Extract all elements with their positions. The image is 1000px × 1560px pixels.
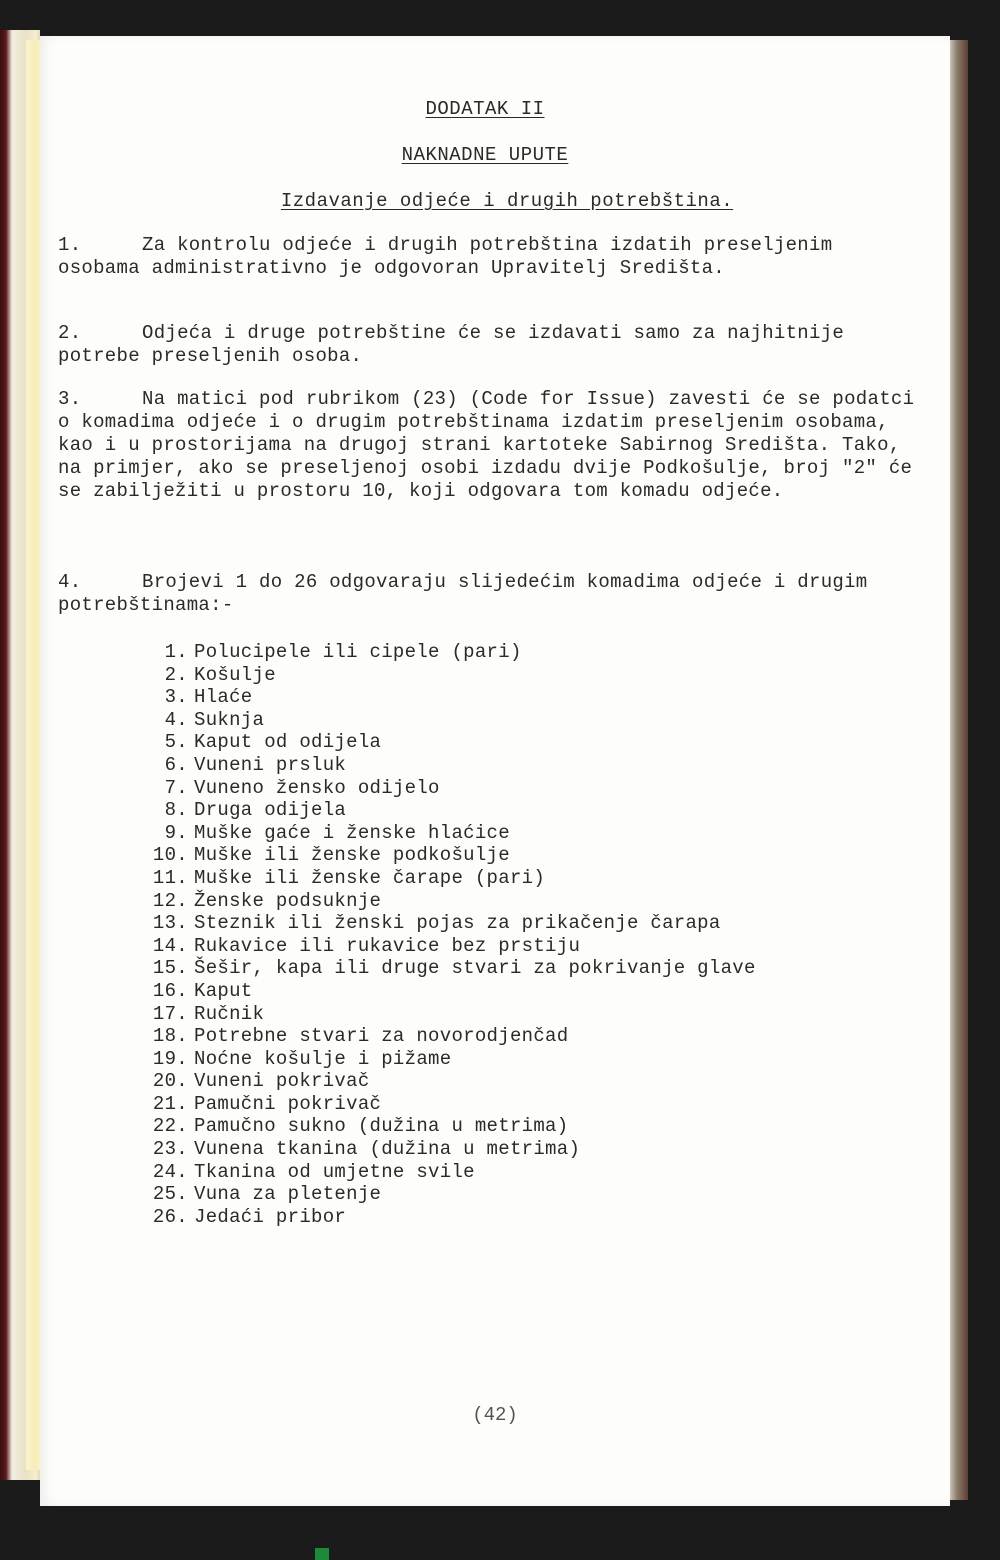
list-item-number: 7. (164, 776, 188, 799)
list-item-number: 13. (152, 912, 188, 935)
list-item-number: 3. (164, 686, 188, 709)
list-item (128, 686, 756, 709)
list-item-label: Vuneni pokrivač (194, 1070, 370, 1093)
list-item-label: Druga odijela (194, 799, 347, 822)
list-item (128, 957, 756, 980)
list-item-label: Jedaći pribor (194, 1205, 347, 1228)
list-item-label: Tkanina od umjetne svile (194, 1160, 475, 1183)
list-item-label: Muške ili ženske čarape (pari) (194, 866, 546, 889)
list-item-label: Ženske podsuknje (194, 889, 382, 912)
list-item-number: 4. (164, 708, 188, 731)
list-item-number: 14. (152, 934, 188, 957)
paragraph-text: Odjeća i druge potrebštine će se izdavati samo za najhitnije potrebe preseljenih osoba. (58, 322, 856, 367)
items-list (128, 641, 756, 1228)
list-item-number: 26. (152, 1205, 188, 1228)
list-item-label: Šešir, kapa ili druge stvari za pokrivanje glave (194, 957, 756, 980)
list-item (128, 709, 756, 732)
paragraph-number: 4. (58, 571, 82, 593)
paragraph-text: Za kontrolu odjeće i drugih potrebština izdatih preseljenim osobama administrativno je odgovoran Upravitelj Središta. (58, 234, 845, 279)
list-item-label: Vuneno žensko odijelo (194, 776, 440, 799)
list-item-label: Ručnik (194, 1002, 265, 1025)
book-cover-edge (950, 40, 968, 1500)
list-item-label: Potrebne stvari za novorodjenčad (194, 1025, 569, 1048)
list-item-label: Polucipele ili cipele (pari) (194, 641, 522, 663)
list-item (128, 912, 756, 935)
list-item-number: 19. (152, 1047, 188, 1070)
paragraph-number: 3. (58, 388, 82, 410)
list-item-label: Vuna za pletenje (194, 1183, 382, 1206)
list-item-label: Suknja (194, 708, 265, 731)
list-item (128, 980, 756, 1003)
list-item-number: 18. (152, 1025, 188, 1048)
paragraph-text: Na matici pod rubrikom (23) (Code for Issue) zavesti će se podatci o komadima odjeće i o drugim potrebštinama izdatim preseljenim osobama, kao i u prostorijama na drugoj strani kartoteke Sabirnog Središta. Tako, na primjer, ako se preseljenoj osobi izdadu dvije Podkošulje, broj "2" će se zabilježiti u prostoru 10, koji odgovara tom komadu odjeće. (58, 388, 927, 502)
list-item-number: 1. (164, 641, 188, 663)
list-item-label: Muške ili ženske podkošulje (194, 844, 510, 867)
paragraph-number: 2. (58, 322, 82, 344)
list-item-label: Kaput od odijela (194, 731, 382, 754)
list-item-number: 20. (152, 1070, 188, 1093)
list-item-number: 15. (152, 957, 188, 980)
list-item-label: Vuneni prsluk (194, 753, 347, 776)
list-item (128, 1048, 756, 1071)
paragraph-4 (58, 571, 918, 617)
list-item-label: Vunena tkanina (dužina u metrima) (194, 1138, 581, 1161)
list-item-number: 8. (164, 799, 188, 822)
list-item (128, 1161, 756, 1184)
list-item (128, 890, 756, 913)
list-item (128, 754, 756, 777)
paragraph-number: 1. (58, 234, 82, 256)
list-item-label: Kaput (194, 979, 253, 1002)
list-item-number: 2. (164, 663, 188, 686)
paragraph-2 (58, 322, 918, 368)
section-heading: Izdavanje odjeće i drugih potrebština. (280, 190, 734, 212)
list-item (128, 935, 756, 958)
list-item-number: 6. (164, 753, 188, 776)
list-item (128, 799, 756, 822)
list-item-number: 12. (152, 889, 188, 912)
list-item (128, 1070, 756, 1093)
list-item (128, 664, 756, 687)
list-item-number: 11. (152, 866, 188, 889)
list-item-label: Hlaće (194, 686, 253, 709)
list-item (128, 1003, 756, 1026)
list-item-label: Pamučni pokrivač (194, 1092, 382, 1115)
list-item-label: Košulje (194, 663, 276, 686)
list-item-number: 17. (152, 1002, 188, 1025)
list-item (128, 777, 756, 800)
list-item-number: 5. (164, 731, 188, 754)
list-item-number: 23. (152, 1138, 188, 1161)
document-title: DODATAK II (425, 98, 545, 120)
list-item (128, 641, 756, 664)
list-item-number: 16. (152, 979, 188, 1002)
list-item-number: 22. (152, 1115, 188, 1138)
list-item (128, 731, 756, 754)
list-item-number: 10. (152, 844, 188, 867)
list-item (128, 1183, 756, 1206)
document-subtitle: NAKNADNE UPUTE (401, 144, 569, 166)
list-item (128, 1206, 756, 1229)
green-tab-marker (315, 1548, 329, 1560)
document-page (40, 36, 950, 1506)
list-item (128, 1093, 756, 1116)
paragraph-text: Brojevi 1 do 26 odgovaraju slijedećim komadima odjeće i drugim potrebštinama:- (58, 571, 880, 616)
list-item (128, 822, 756, 845)
list-item (128, 844, 756, 867)
paragraph-3 (58, 388, 927, 503)
list-item-label: Pamučno sukno (dužina u metrima) (194, 1115, 569, 1138)
list-item-number: 9. (164, 821, 188, 844)
list-item-label: Noćne košulje i pižame (194, 1047, 452, 1070)
list-item-label: Steznik ili ženski pojas za prikačenje čarapa (194, 912, 721, 935)
paragraph-1 (58, 234, 918, 280)
list-item-label: Muške gaće i ženske hlaćice (194, 821, 510, 844)
list-item (128, 1115, 756, 1138)
list-item-number: 21. (152, 1092, 188, 1115)
list-item-number: 24. (152, 1160, 188, 1183)
page-number: (42) (472, 1404, 518, 1426)
list-item (128, 1138, 756, 1161)
list-item-number: 25. (152, 1183, 188, 1206)
list-item (128, 867, 756, 890)
list-item-label: Rukavice ili rukavice bez prstiju (194, 934, 581, 957)
list-item (128, 1025, 756, 1048)
